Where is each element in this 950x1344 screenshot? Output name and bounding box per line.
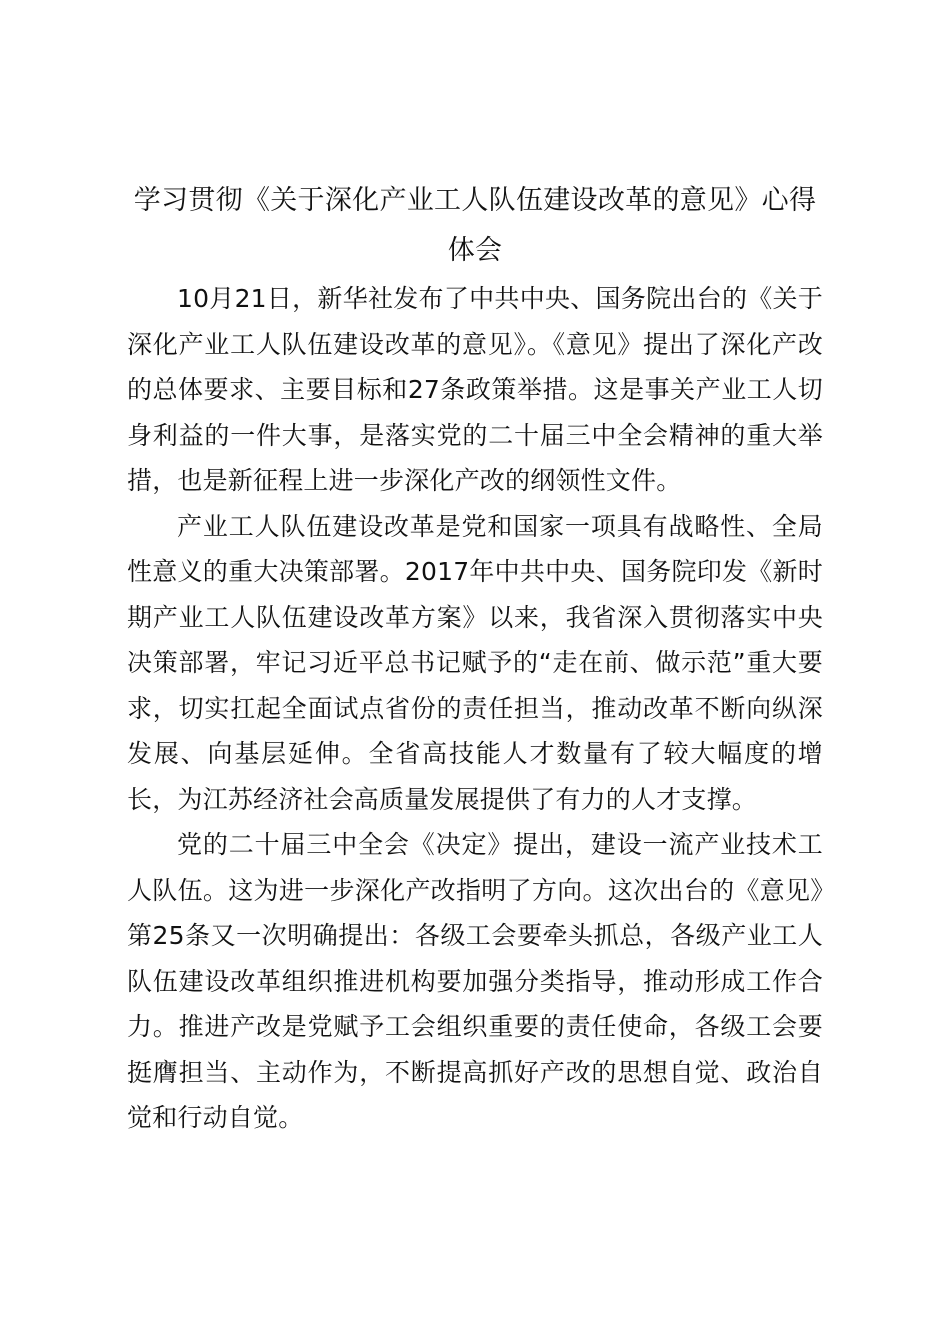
document-title: 学习贯彻《关于深化产业工人队伍建设改革的意见》心得体会: [133, 185, 817, 266]
paragraph-1: 10月21日，新华社发布了中共中央、国务院出台的《关于深化产业工人队伍建设改革的意见》。《意见》提出了深化产改的总体要求、主要目标和27条政策举措。这是事关产业工人切身利益的一件大事，是落实党的二十届三中全会精神的重大举措，也是新征程上进一步深化产改的纲领性文件。: [127, 284, 823, 495]
paragraph-2: 产业工人队伍建设改革是党和国家一项具有战略性、全局性意义的重大决策部署。2017年中共中央、国务院印发《新时期产业工人队伍建设改革方案》以来，我省深入贯彻落实中央决策部署，牢记习近平总书记赋予的“走在前、做示范”重大要求，切实扛起全面试点省份的责任担当，推动改革不断向纵深发展、向基层延伸。全省高技能人才数量有了较大幅度的增长，为江苏经济社会高质量发展提供了有力的人才支撑。: [127, 511, 823, 814]
paragraph-3: 党的二十届三中全会《决定》提出，建设一流产业技术工人队伍。这为进一步深化产改指明了方向。这次出台的《意见》第25条又一次明确提出：各级工会要牵头抓总，各级产业工人队伍建设改革组织推进机构要加强分类指导，推动形成工作合力。推进产改是党赋予工会组织重要的责任使命，各级工会要挺膺担当、主动作为，不断提高抓好产改的思想自觉、政治自觉和行动自觉。: [127, 830, 823, 1132]
document-body: [127, 176, 823, 1141]
